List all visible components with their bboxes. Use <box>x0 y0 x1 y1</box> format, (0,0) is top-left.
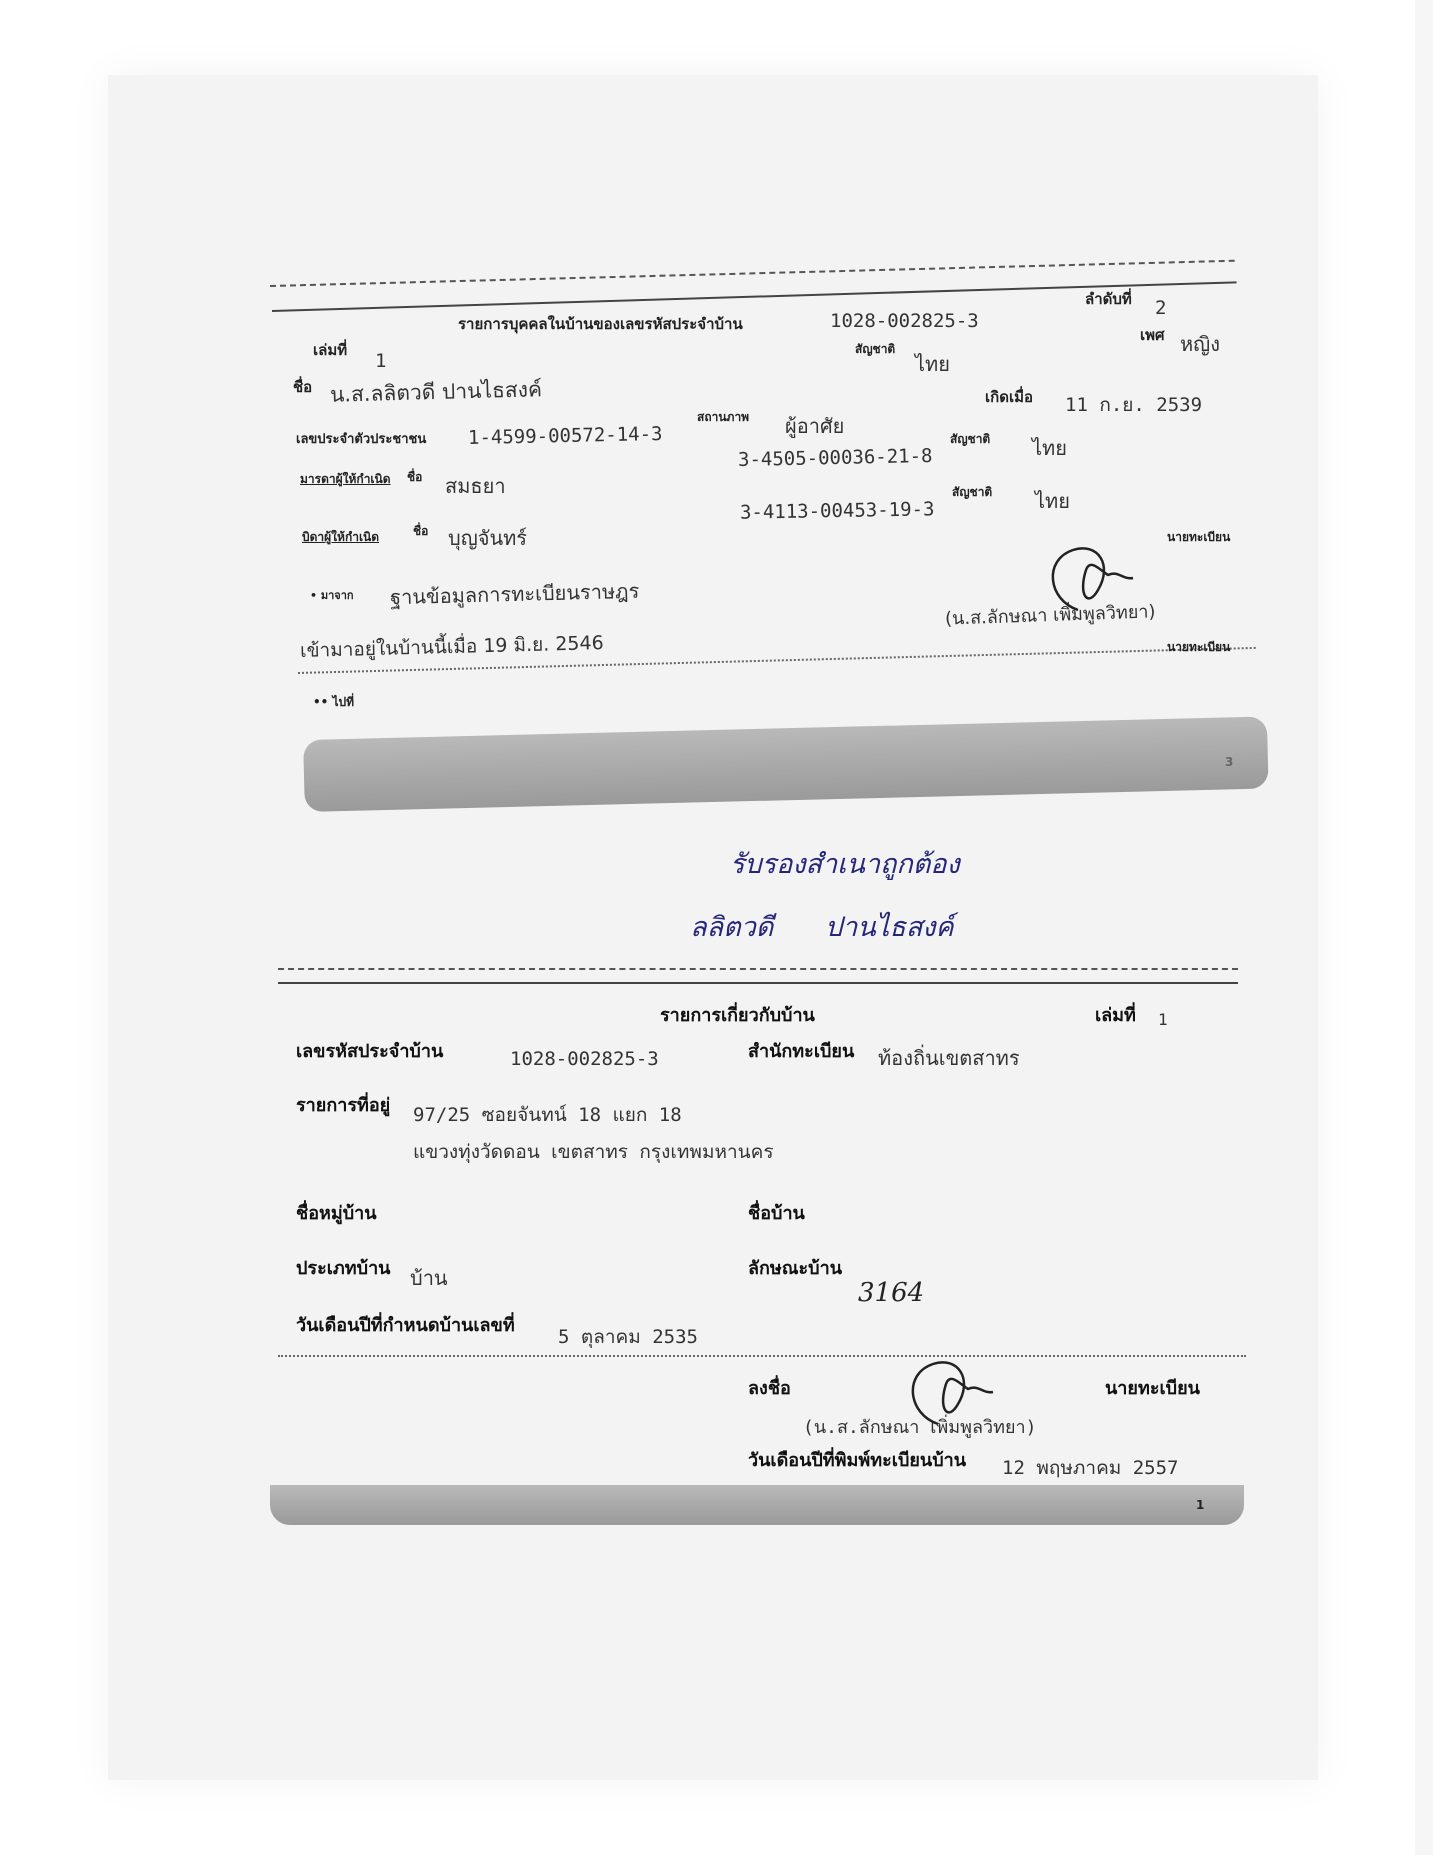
from-label: • มาจาก <box>310 589 354 602</box>
address-line2: แขวงทุ่งวัดดอน เขตสาทร กรุงเทพมหานคร <box>413 1141 774 1163</box>
mother-name: สมธยา <box>445 474 506 498</box>
mother-id: 3-4505-00036-21-8 <box>737 444 933 472</box>
page-mark: 3 <box>1225 755 1234 769</box>
dotted-separator-2 <box>278 1355 1246 1357</box>
house-section-title: รายการเกี่ยวกับบ้าน <box>660 1005 815 1026</box>
certification-last-name: ปานไธสงค์ <box>825 912 954 943</box>
person-book-value: 1 <box>375 350 387 372</box>
mother-name-label: ชื่อ <box>407 470 423 484</box>
printed-date-label: วันเดือนปีที่พิมพ์ทะเบียนบ้าน <box>748 1450 967 1471</box>
assigned-date-label: วันเดือนปีที่กำหนดบ้านเลขที่ <box>296 1315 515 1336</box>
sex-label: เพศ <box>1140 326 1165 344</box>
house-character-value: 3164 <box>858 1278 925 1308</box>
father-label: บิดาผู้ให้กำเนิด <box>302 530 380 544</box>
house-character-label: ลักษณะบ้าน <box>748 1258 842 1279</box>
house-book-value: 1 <box>1158 1010 1168 1029</box>
status-label: สถานภาพ <box>697 410 750 424</box>
house-type-label: ประเภทบ้าน <box>296 1258 391 1279</box>
gray-band-bottom <box>270 1485 1244 1525</box>
house-book-label: เล่มที่ <box>1095 1005 1136 1026</box>
person-house-code: 1028-002825-3 <box>830 310 979 332</box>
house-type-value: บ้าน <box>410 1266 448 1290</box>
from-value: ฐานข้อมูลการทะเบียนราษฎร <box>389 578 640 610</box>
office-value: ท้องถิ่นเขตสาทร <box>878 1046 1020 1070</box>
to-label: •• ไปที่ <box>313 695 355 709</box>
house-top-dashed <box>278 968 1238 970</box>
page-number: 1 <box>1196 1498 1205 1512</box>
house-code-value: 1028-002825-3 <box>510 1048 659 1070</box>
house-top-solid <box>278 982 1238 984</box>
father-name-label: ชื่อ <box>413 524 429 538</box>
office-label: สำนักทะเบียน <box>748 1041 855 1062</box>
sign-label: ลงชื่อ <box>748 1378 791 1399</box>
page-edge <box>1415 0 1433 1855</box>
mother-nat: ไทย <box>1032 436 1067 460</box>
registrar-label-bottom: นายทะเบียน <box>1167 640 1231 654</box>
address-line1: 97/25 ซอยจันทน์ 18 แยก 18 <box>413 1104 682 1126</box>
birth-value: 11 ก.ย. 2539 <box>1065 394 1203 416</box>
birth-label: เกิดเมื่อ <box>985 388 1033 406</box>
sex-value: หญิง <box>1180 332 1220 356</box>
name-label: ชื่อ <box>293 378 313 396</box>
name-value: น.ส.ลลิตวดี ปานไธสงค์ <box>329 377 543 407</box>
house-name-label: ชื่อบ้าน <box>748 1203 805 1224</box>
village-label: ชื่อหมู่บ้าน <box>296 1203 377 1224</box>
house-registrar-label: นายทะเบียน <box>1105 1378 1200 1399</box>
registrar-name-top: (น.ส.ลักษณา เพิ่มพูลวิทยา) <box>944 601 1156 630</box>
id-value: 1-4599-00572-14-3 <box>467 422 663 450</box>
father-name: บุญจันทร์ <box>448 526 528 550</box>
person-section-title: รายการบุคคลในบ้านของเลขรหัสประจำบ้าน <box>458 315 743 333</box>
certification-line1: รับรองสำเนาถูกต้อง <box>730 849 960 880</box>
father-nat-label: สัญชาติ <box>952 485 993 499</box>
moved-in-text: เข้ามาอยู่ในบ้านนี้เมื่อ 19 มิ.ย. 2546 <box>299 632 604 662</box>
order-value: 2 <box>1155 297 1167 319</box>
father-id: 3-4113-00453-19-3 <box>739 498 935 524</box>
registrar-label-top: นายทะเบียน <box>1167 530 1231 544</box>
father-nat: ไทย <box>1035 489 1070 513</box>
mother-label: มารดาผู้ให้กำเนิด <box>300 472 391 486</box>
id-label: เลขประจำตัวประชาชน <box>296 432 427 447</box>
address-label: รายการที่อยู่ <box>296 1095 391 1116</box>
house-registrar-name: (น.ส.ลักษณา เพิ่มพูลวิทยา) <box>803 1417 1037 1438</box>
mother-nat-label: สัญชาติ <box>950 432 991 446</box>
order-label: ลำดับที่ <box>1085 290 1132 308</box>
status-value: ผู้อาศัย <box>785 414 845 438</box>
nationality-value: ไทย <box>915 352 950 376</box>
certification-first-name: ลลิตวดี <box>690 912 774 943</box>
printed-date-value: 12 พฤษภาคม 2557 <box>1002 1457 1179 1479</box>
nationality-label: สัญชาติ <box>855 342 896 356</box>
assigned-date-value: 5 ตุลาคม 2535 <box>558 1326 698 1348</box>
house-code-label: เลขรหัสประจำบ้าน <box>296 1041 444 1062</box>
person-book-label: เล่มที่ <box>313 341 348 359</box>
